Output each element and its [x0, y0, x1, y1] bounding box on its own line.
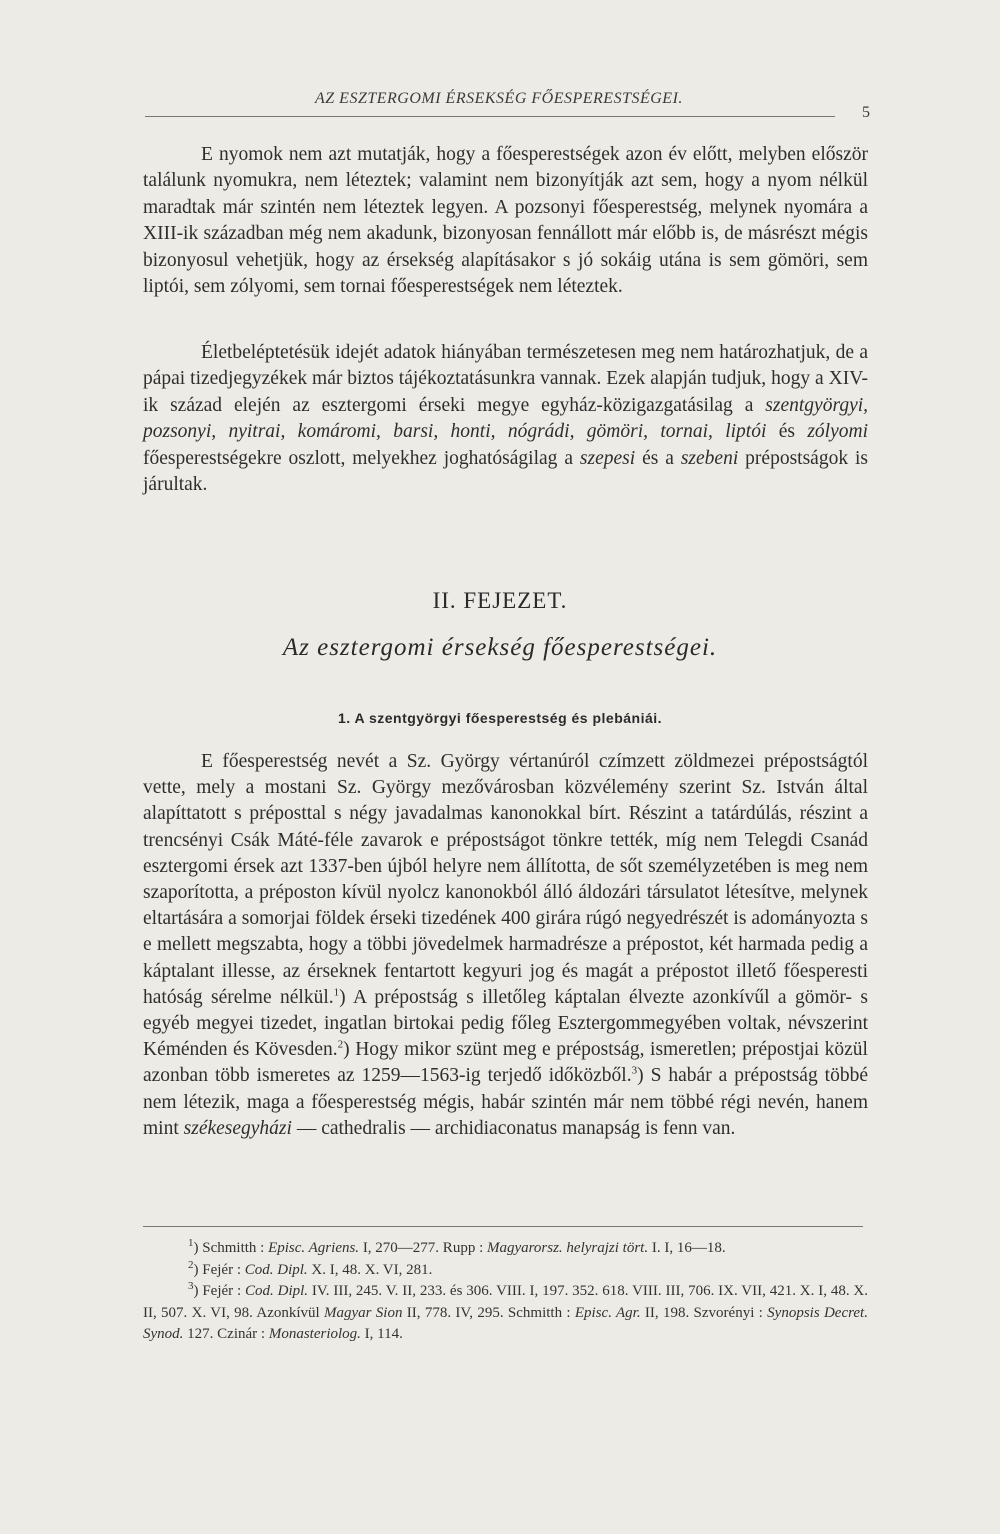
- chapter-title: Az esztergomi érsekség főesperestségei.: [282, 634, 718, 661]
- section-text-4: ) S habár a prépostság többé nem létezik, maga a főesperestség mégis, habár szintén már nem többé régi nevén, hanem mint: [143, 1065, 869, 1139]
- fn1-a: ) Schmitth :: [193, 1240, 265, 1256]
- footnote-2: [143, 1260, 868, 1282]
- page-header: [145, 90, 870, 120]
- p2-and: és: [778, 421, 795, 443]
- footnote-2-number: 2: [188, 1258, 194, 1271]
- p2-zolyomi: zólyomi: [807, 421, 869, 443]
- section-paragraph: [143, 749, 868, 1142]
- p2-szebeni: szebeni: [680, 447, 739, 469]
- p2-and2: és a: [642, 447, 674, 469]
- section-heading: 1. A szentgyörgyi főesperestség és plebániái.: [337, 710, 663, 726]
- fn3-j: Monasteriolog.: [268, 1326, 361, 1342]
- fn1-e: I. I, 16—18.: [651, 1240, 726, 1256]
- page-number: 5: [862, 104, 870, 121]
- footnote-1: [143, 1238, 868, 1260]
- footnote-ref-2: 2: [337, 1038, 344, 1051]
- section-text-cathedral: székesegyházi: [183, 1117, 292, 1139]
- fn1-b: Episc. Agriens.: [268, 1240, 360, 1256]
- footnotes: [143, 1238, 868, 1346]
- header-rule: [145, 116, 835, 117]
- fn3-h: Synopsis Decret. Synod.: [143, 1304, 868, 1342]
- paragraph-1-text: E nyomok nem azt mutatják, hogy a főesperestségek azon év előtt, melyben először találunk nyomukra, nem léteztek; valamint nem bizonyítják azt sem, hogy a nyom nélkül maradtak már szintén nem léteztek legyen. A pozsonyi főesperestség, melynek nyomára a XIII-ik században még nem akadunk, bizonyosan fennállott már előbb is, de másrészt mégis bizonyosul vehetjük, hogy az érsekség alapításakor s jó sokáig utána is sem gömöri, sem liptói, sem zólyomi, sem tornai főesperestségek nem léteztek.: [143, 144, 868, 298]
- running-head: AZ ESZTERGOMI ÉRSEKSÉG FŐESPERESTSÉGEI.: [315, 90, 683, 107]
- p2-archdeaconries: szentgyörgyi, pozsonyi, nyitrai, komáromi, barsi, honti, nógrádi, gömöri, tornai, liptói: [143, 394, 869, 443]
- section-text-3: ) Hogy mikor szünt meg e prépostság, ismeretlen; prépostjai közül azonban több ismeretes az 1259—1563-ig terjedő időközből.: [143, 1039, 868, 1087]
- fn3-c: IV. III, 245. V. II, 233. és 306. VIII. I, 197. 352. 618. VIII. III, 706. IX. VII, 421. X. I, 48. X. II, 507. X. VI, 98. Azonkívül: [143, 1283, 868, 1321]
- fn1-d: Magyarorsz. helyrajzi tört.: [486, 1240, 649, 1256]
- fn2-c: X. I, 48. X. VI, 281.: [311, 1261, 433, 1278]
- section-text-5: — cathedralis — archidiaconatus manapság is fenn van.: [296, 1117, 736, 1139]
- footnote-1-number: 1: [188, 1237, 194, 1249]
- section-paragraph-text: [143, 749, 868, 1142]
- paragraph-2: [143, 340, 868, 498]
- footnote-3: [143, 1281, 868, 1346]
- paragraph-1: [143, 142, 868, 300]
- footnote-3-number: 3: [188, 1280, 194, 1292]
- fn3-e: II, 778. IV, 295. Schmitth :: [406, 1304, 571, 1321]
- section-text-2: ) A prépostság s illetőleg káptalan élvezte azonkívűl a gömör- s egyéb megyei tizedet, ingatlan birtokai pedig főleg Esztergommegyében voltak, névszerint Kéménden és Kövesden.: [143, 986, 868, 1061]
- fn3-d: Magyar Sion: [324, 1304, 403, 1321]
- fn3-f: Episc. Agr.: [574, 1304, 641, 1321]
- fn2-b: Cod. Dipl.: [244, 1261, 308, 1278]
- section-text-1: E főesperestség nevét a Sz. György vértanúról czímzett zöldmezei prépostságtól vette, mely a mostani Sz. György mezővárosban közvélemény szerint Sz. István által alapíttatott s préposttal s négy javadalmas kanonokkal bírt. Részint a tatárdúlás, részint a trencsényi Csák Máté-féle zavarok e prépostságot tönkre tették, míg nem Telegdi Csanád esztergomi érsek azt 1337-ben újból helyre nem állította, de sőt személyzetében is meg nem szaporította, a préposton kívül nyolcz kanonokból álló áldozári társulatot létesítve, melynek eltartására a somorjai földek érseki tizedének 400 girára rúgó negyedrészét is adományozta s e mellett megszabta, hogy a többi jövedelmek harmadrésze a prépostot, két harmada pedig a káptalant illesse, az érseknek fentartott kegyuri jog és magát a prépostot illető főesperesti hatóság sérelme nélkül.: [143, 751, 868, 1008]
- p2-szepesi: szepesi: [579, 447, 636, 469]
- chapter-number: II. FEJEZET.: [432, 588, 568, 613]
- fn3-k: I, 114.: [364, 1326, 403, 1342]
- footnote-ref-3: 3: [631, 1064, 638, 1077]
- fn3-g: II, 198. Szvorényi :: [644, 1304, 763, 1321]
- p2-start: Életbeléptetésük idejét adatok hiányában természetesen meg nem határozhatjuk, de a pápai tizedjegyzékek már biztos tájékoztatásunkra vannak. Ezek alapján tudjuk, hogy a XIV-ik század elején az esztergomi érseki megye egyház-közigazgatásilag a: [143, 342, 868, 416]
- p2-end: prépostságok is járultak.: [143, 447, 868, 496]
- p2-mid: főesperestségekre oszlott, melyekhez joghatóságilag a: [143, 447, 573, 469]
- fn1-c: I, 270—277. Rupp :: [362, 1240, 484, 1256]
- fn2-a: ) Fejér :: [193, 1261, 241, 1278]
- fn3-i: 127. Czinár :: [187, 1326, 266, 1342]
- footnote-rule: [143, 1226, 863, 1227]
- fn3-b: Cod. Dipl.: [245, 1283, 309, 1299]
- paragraph-2-text: [143, 340, 868, 498]
- fn3-a: ) Fejér :: [193, 1283, 242, 1299]
- footnote-ref-1: 1: [333, 986, 340, 999]
